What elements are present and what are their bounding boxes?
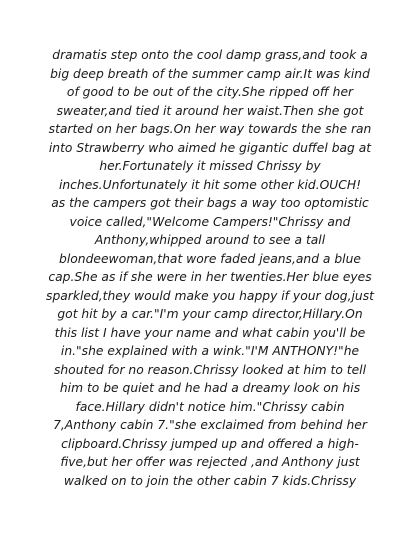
text-line: inches.Unfortunately it hit some other kid.OUCH!: [58, 177, 362, 192]
text-line: started on her bags.On her way towards the she ran: [48, 122, 372, 136]
text-line: Anthony,whipped around to see a tall: [94, 233, 326, 247]
text-line: walked on to join the other cabin 7 kids.Chrissy: [63, 473, 357, 488]
text-line: into Strawberry who aimed he gigantic duffel bag at: [48, 140, 372, 155]
text-line: blondeewoman,that wore faded jeans,and a blue: [59, 251, 361, 266]
text-line: him to be quiet and he had a dreamy look on his: [59, 381, 361, 395]
text-line: face.Hillary didn't notice him."Chrissy cabin: [75, 399, 345, 414]
text-line: in."she explained with a wink."I'M ANTHONY!"he: [60, 344, 360, 358]
text-line: shouted for no reason.Chrissy looked at him to tell: [53, 362, 366, 377]
text-line: sweater,and tied it around her waist.Then she got: [56, 103, 364, 118]
text-line: clipboard.Chrissy jumped up and offered a high-: [61, 436, 359, 451]
text-line: five,but her offer was rejected ,and Anthony just: [60, 455, 360, 469]
text-line: of good to be out of the city.She ripped off her: [66, 85, 354, 99]
text-line: got hit by a car."I'm your camp director,Hillary.On: [57, 307, 363, 321]
story-text: [40, 46, 380, 490]
text-line: voice called,"Welcome Campers!"Chrissy and: [69, 214, 351, 229]
text-line: as the campers got their bags a way too optomistic: [51, 196, 369, 210]
text-line: her.Fortunately it missed Chrissy by: [99, 159, 321, 173]
text-line: big deep breath of the summer camp air.It was kind: [50, 66, 370, 81]
text-line: cap.She as if she were in her twenties.Her blue eyes: [48, 270, 372, 284]
text-line: 7,Anthony cabin 7."she exclaimed from behind her: [53, 418, 367, 432]
text-line: sparkled,they would make you happy if your dog,just: [46, 288, 374, 303]
text-line: dramatis step onto the cool damp grass,and took a: [52, 48, 368, 62]
text-line: this list I have your name and what cabin you'll be: [54, 325, 366, 340]
